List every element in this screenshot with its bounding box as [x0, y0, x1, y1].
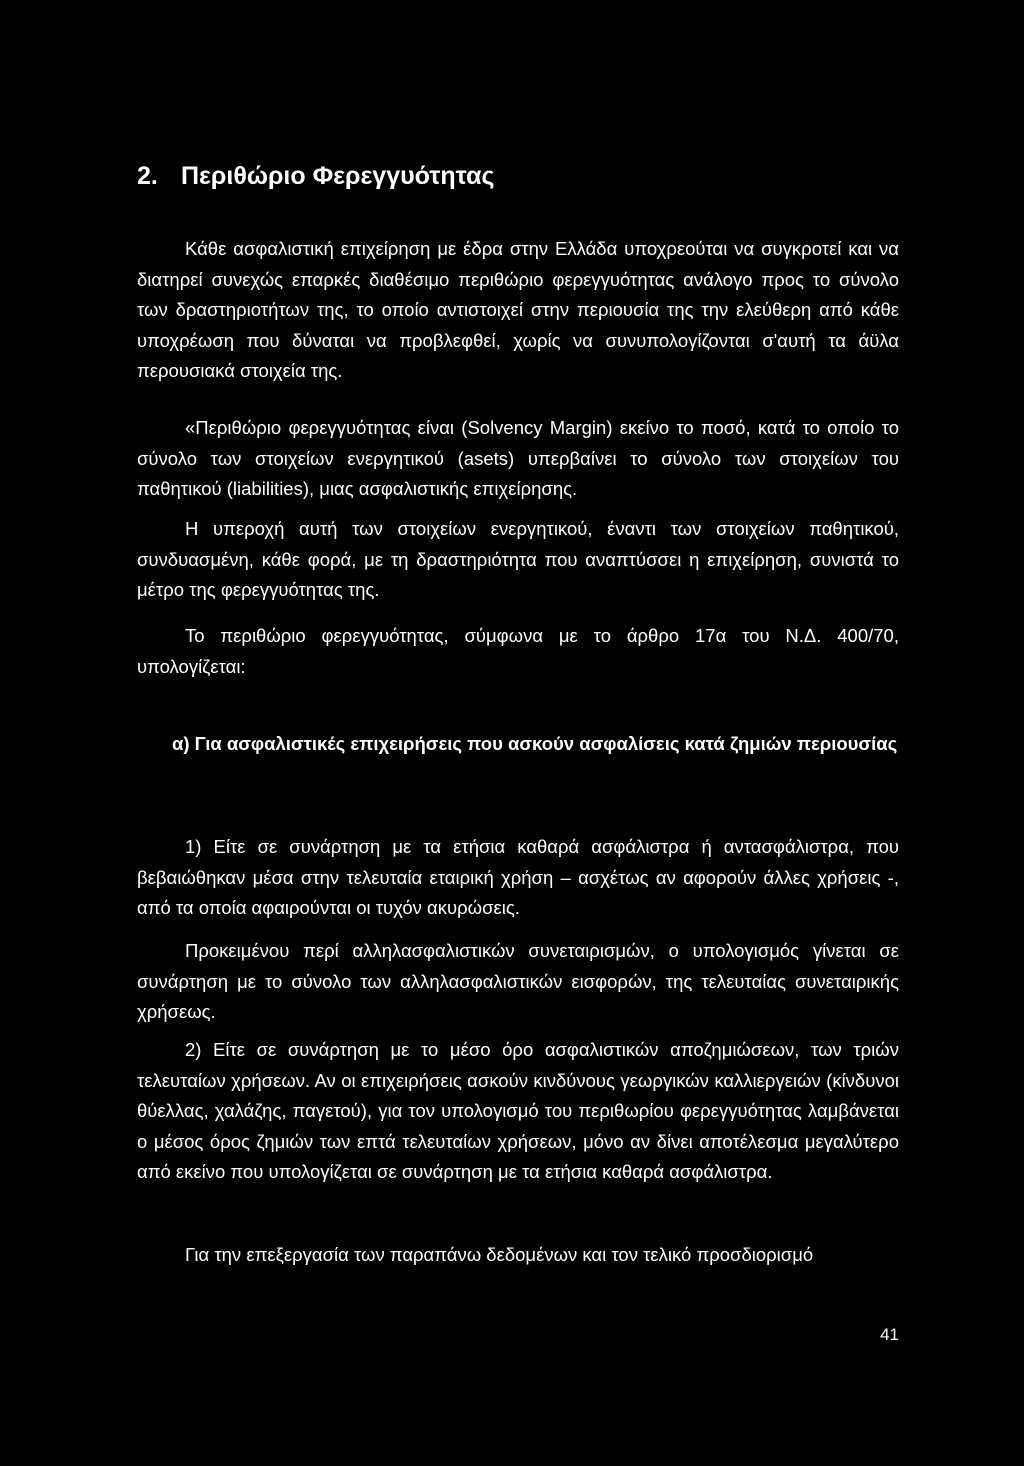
paragraph-calculation-intro: Το περιθώριο φερεγγυότητας, σύμφωνα με το άρθρο 17α του Ν.Δ. 400/70, υπολογίζεται: — [137, 625, 899, 677]
paragraph-solvency-measure: Η υπεροχή αυτή των στοιχείων ενεργητικού, έναντι των στοιχείων παθητικού, συνδυασμένη, κάθε φορά, με τη δραστηριότητα που αναπτύσσει η επιχείρηση, συνιστά το μέτρο της φερεγγυότητας της. — [137, 518, 899, 600]
section-number: 2. — [137, 162, 158, 190]
document-page — [137, 0, 899, 1466]
paragraph-mutual-cooperatives: Προκειμένου περί αλληλασφαλιστικών συνεταιρισμών, ο υπολογισμός γίνεται σε συνάρτηση με το σύνολο των αλληλασφαλιστικών εισφορών, της τελευταίας συνεταιρικής χρήσεως. — [137, 940, 899, 1022]
paragraph-processing: Για την επεξεργασία των παραπάνω δεδομένων και τον τελικό προσδιορισμό — [185, 1244, 814, 1265]
paragraph-solvency-definition: «Περιθώριο φερεγγυότητας είναι (Solvency Margin) εκείνο το ποσό, κατά το οποίο το σύνολο των στοιχείων ενεργητικού (asets) υπερβαίνει το σύνολο των στοιχείων του παθητικού (liabilities), μιας ασφαλιστικής επιχείρησης. — [137, 417, 899, 499]
section-title: Περιθώριο Φερεγγυότητας — [181, 162, 495, 190]
paragraph-method-claims: 2) Είτε σε συνάρτηση με το μέσο όρο ασφαλιστικών αποζημιώσεων, των τριών τελευταίων χρήσεων. Αν οι επιχειρήσεις ασκούν κινδύνους γεωργικών καλλιεργειών (κίνδυνοι θύελλας, χαλάζης, παγετού), για τον υπολογισμό του περιθωρίου φερεγγυότητας λαμβάνεται ο μέσος όρος ζημιών των επτά τελευταίων χρήσεων, μόνο αν δίνει αποτέλεσμα μεγαλύτερο από εκείνο που υπολογίζεται σε συνάρτηση με τα ετήσια καθαρά ασφάλιστρα. — [137, 1039, 899, 1182]
paragraph-method-premiums: 1) Είτε σε συνάρτηση με τα ετήσια καθαρά ασφάλιστρα ή αντασφάλιστρα, που βεβαιώθηκαν μέσα στην τελευταία εταιρική χρήση – ασχέτως αν αφορούν άλλες χρήσεις -, από τα οποία αφαιρούνται οι τυχόν ακυρώσεις. — [137, 836, 899, 918]
subheading-property-insurance: α) Για ασφαλιστικές επιχειρήσεις που ασκούν ασφαλίσεις κατά ζημιών περιουσίας — [172, 733, 898, 754]
paragraph-solvency-obligation: Κάθε ασφαλιστική επιχείρηση με έδρα στην Ελλάδα υποχρεούται να συγκροτεί και να διατηρεί συνεχώς επαρκές διαθέσιμο περιθώριο φερεγγυότητας ανάλογο προς το σύνολο των δραστηριοτήτων της, το οποίο αντιστοιχεί στην περιουσία της την ελεύθερη από κάθε υποχρέωση που δύναται να προβλεφθεί, χωρίς να συνυπολογίζονται σ'αυτή τα άϋλα περουσιακά στοιχεία της. — [137, 238, 899, 381]
page-number: 41 — [880, 1325, 899, 1344]
section-heading — [137, 162, 495, 191]
